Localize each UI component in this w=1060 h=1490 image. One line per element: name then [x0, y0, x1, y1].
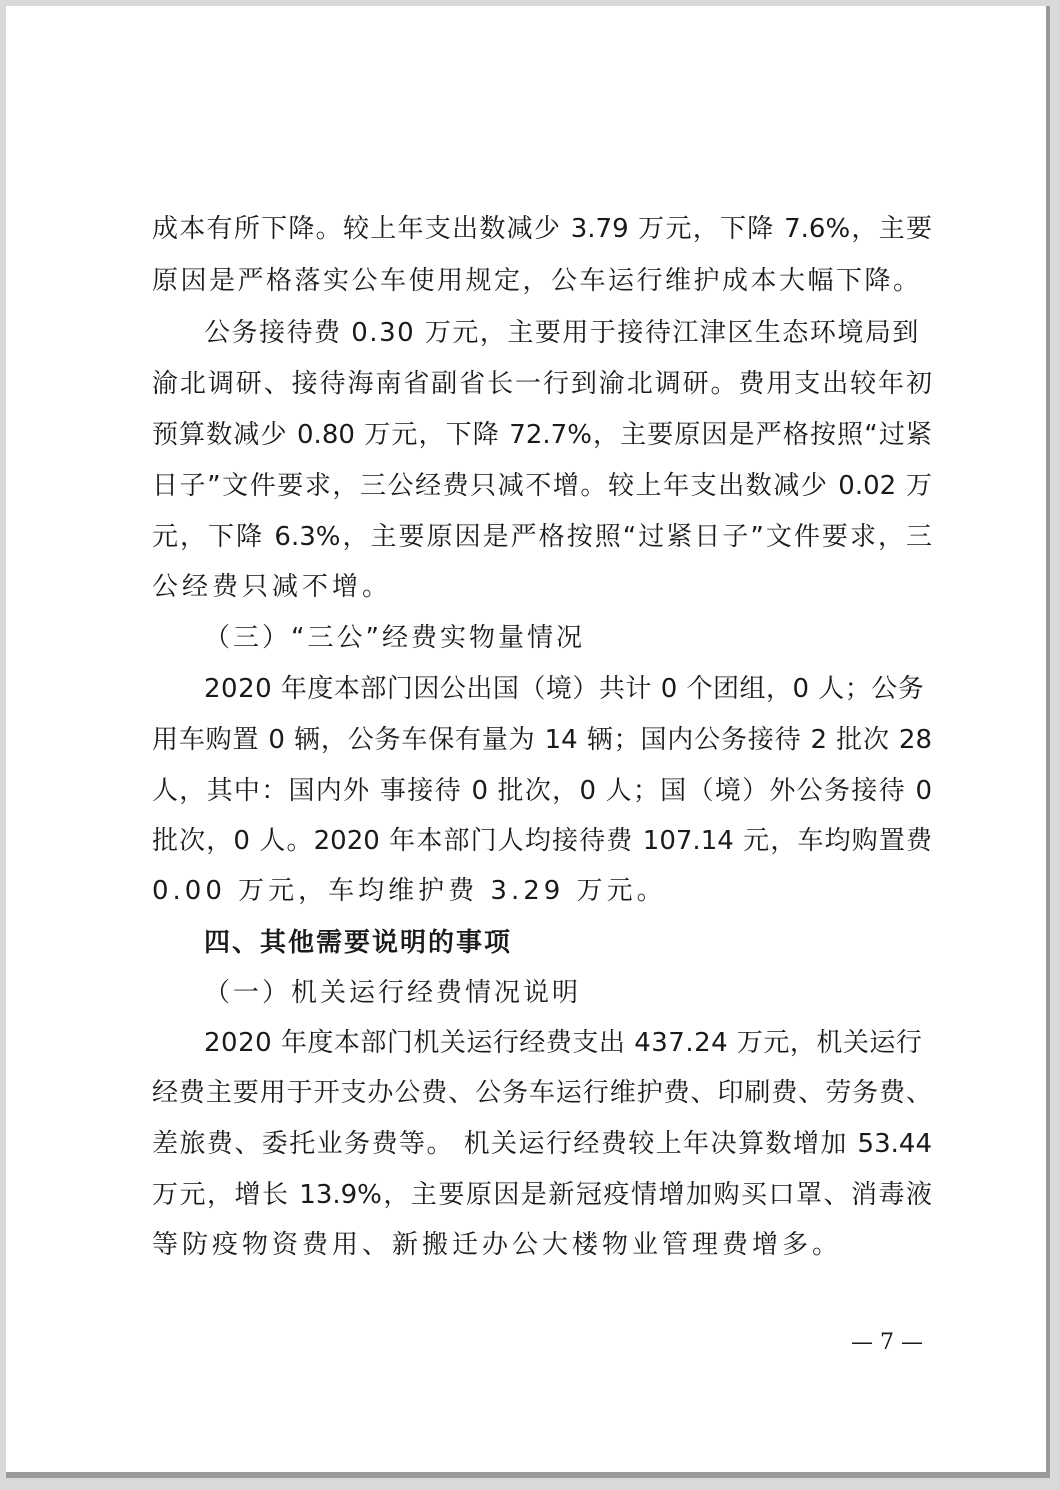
- page-number: — 7 —: [851, 1330, 923, 1355]
- text-line: 2020 年度本部门因公出国（境）共计 0 个团组，0 人；公务: [204, 674, 925, 704]
- subsection-heading: （一）机关运行经费情况说明: [204, 978, 582, 1008]
- text-line: 经费主要用于开支办公费、公务车运行维护费、印刷费、劳务费、: [152, 1078, 932, 1108]
- text-line: 渝北调研、接待海南省副省长一行到渝北调研。费用支出较年初: [152, 369, 932, 399]
- text-line: 日子”文件要求，三公经费只减不增。较上年支出数减少 0.02 万: [152, 471, 932, 501]
- text-line: 等防疫物资费用、新搬迁办公大楼物业管理费增多。: [152, 1230, 843, 1260]
- text-line: 0.00 万元，车均维护费 3.29 万元。: [152, 876, 667, 906]
- text-line: 公经费只减不增。: [152, 572, 393, 602]
- text-line: 用车购置 0 辆，公务车保有量为 14 辆；国内公务接待 2 批次 28: [152, 725, 932, 755]
- text-line: 人，其中：国内外 事接待 0 批次，0 人；国（境）外公务接待 0: [152, 776, 932, 806]
- text-line: 批次，0 人。2020 年本部门人均接待费 107.14 元，车均购置费: [152, 826, 932, 856]
- section-heading: （三）“三公”经费实物量情况: [204, 623, 585, 653]
- text-line: 差旅费、委托业务费等。 机关运行经费较上年决算数增加 53.44: [152, 1129, 932, 1159]
- text-line: 原因是严格落实公车使用规定，公车运行维护成本大幅下降。: [152, 266, 922, 296]
- part-heading: 四、其他需要说明的事项: [204, 928, 513, 958]
- text-line: 元，下降 6.3%，主要原因是严格按照“过紧日子”文件要求，三: [152, 522, 932, 552]
- text-line: 预算数减少 0.80 万元，下降 72.7%，主要原因是严格按照“过紧: [152, 420, 932, 450]
- document-page: [6, 6, 1050, 1478]
- text-line: 2020 年度本部门机关运行经费支出 437.24 万元，机关运行: [204, 1028, 923, 1058]
- text-line: 公务接待费 0.30 万元，主要用于接待江津区生态环境局到: [204, 318, 920, 348]
- text-line: 成本有所下降。较上年支出数减少 3.79 万元，下降 7.6%，主要: [152, 214, 932, 244]
- text-line: 万元，增长 13.9%，主要原因是新冠疫情增加购买口罩、消毒液: [152, 1180, 932, 1210]
